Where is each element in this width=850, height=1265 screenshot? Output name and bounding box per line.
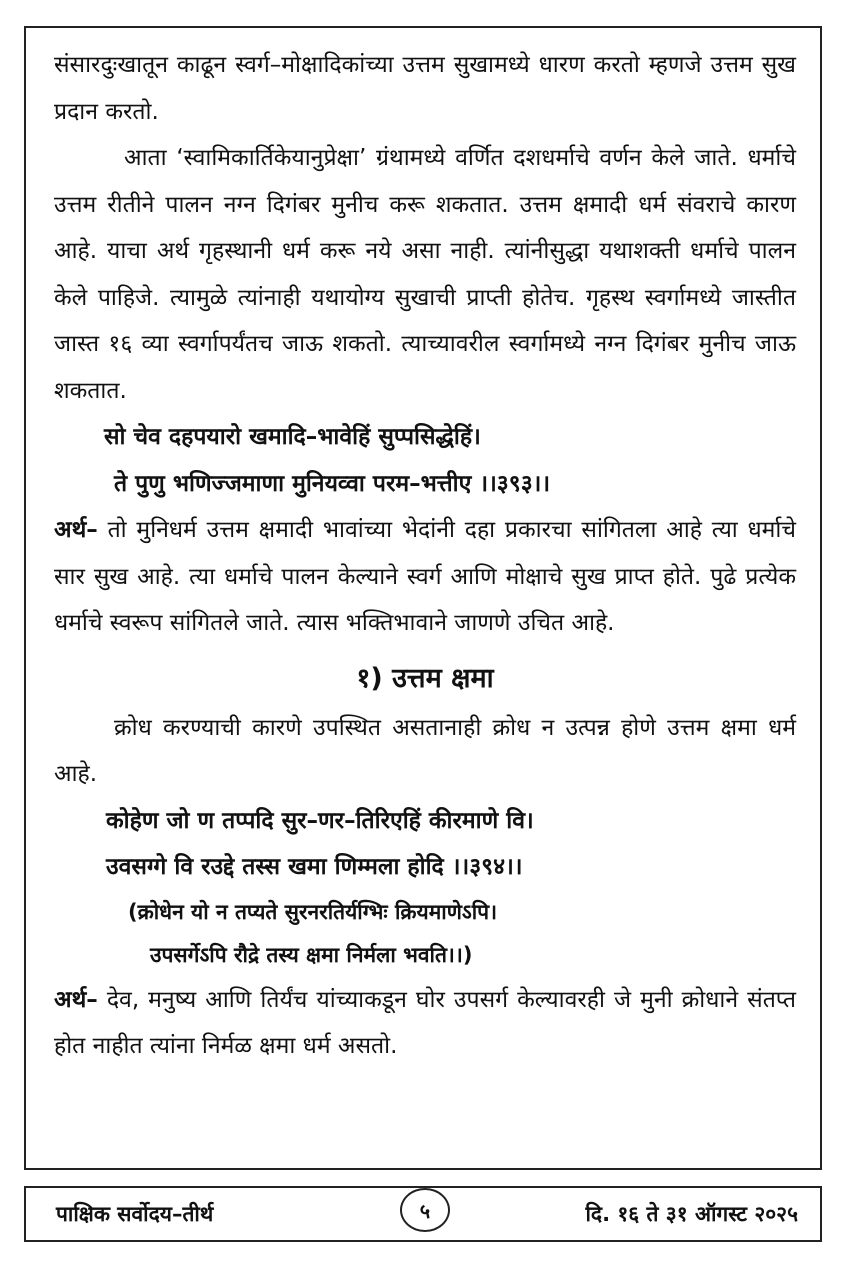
meaning-393 (54, 507, 796, 647)
page-footer (24, 1186, 822, 1242)
meaning-label: अर्थ– (54, 986, 98, 1013)
meaning-text: तो मुनिधर्म उत्तम क्षमादी भावांच्या भेदांनी दहा प्रकारचा सांगितला आहे त्या धर्माचे सार सुख आहे. त्या धर्माचे पालन केल्याने स्वर्ग आणि मोक्षाचे सुख प्राप्त होते. पुढे प्रत्येक धर्माचे स्वरूप सांगितले जाते. त्यास भक्तिभावाने जाणणे उचित आहे. (54, 517, 796, 636)
meaning-label: अर्थ– (54, 517, 98, 543)
verse-393-line-2: ते पुणु भणिज्जमाणा मुनियव्वा परम–भत्तीए ।।३९३।। (114, 470, 551, 497)
paragraph-dashadharma: आता ‘स्वामिकार्तिकेयानुप्रेक्षा’ ग्रंथामध्ये वर्णित दशधर्माचे वर्णन केले जाते. धर्माचे उत्तम रीतीने पालन नग्न दिगंबर मुनीच करू शकतात. उत्तम क्षमादी धर्म संवराचे कारण आहे. याचा अर्थ गृहस्थानी धर्म करू नये असा नाही. त्यांनीसुद्धा यथाशक्ती धर्माचे पालन केले पाहिजे. त्यामुळे त्यांनाही यथायोग्य सुखाची प्राप्ती होतेच. गृहस्थ स्वर्गामध्ये जास्तीत जास्त १६ व्या स्वर्गापर्यंतच जाऊ शकतो. त्याच्यावरील स्वर्गामध्ये नग्न दिगंबर मुनीच जाऊ शकतात. (54, 145, 796, 404)
verse-394-line-1: कोहेण जो ण तप्पदि सुर–णर–तिरिएहिं कीरमाणे वि। (106, 807, 534, 834)
meaning-text: देव, मनुष्य आणि तिर्यंच यांच्याकडून घोर उपसर्ग केल्यावरही जे मुनी क्रोधाने संतप्त होत नाहीत त्यांना निर्मळ क्षमा धर्म असतो. (54, 986, 796, 1059)
publication-name: पाक्षिक सर्वोदय–तीर्थ (56, 1202, 214, 1226)
paragraph-kshama: क्रोध करण्याची कारणे उपस्थित असतानाही क्रोध न उत्पन्न होणे उत्तम क्षमा धर्म आहे. (54, 714, 796, 787)
paragraph-intro: संसारदुःखातून काढून स्वर्ग–मोक्षादिकांच्या उत्तम सुखामध्ये धारण करतो म्हणजे उत्तम सुख प्रदान करतो. (54, 52, 796, 125)
sanskrit-line-1: (क्रोधेन यो न तप्यते सुरनरतिर्यग्भिः क्रियमाणेऽपि। (128, 899, 498, 924)
issue-date: दि. १६ ते ३१ ऑगस्ट २०२५ (585, 1202, 798, 1226)
meaning-394 (54, 977, 796, 1070)
page-body (24, 26, 822, 1170)
page-number: ५ (400, 1188, 450, 1232)
section-heading: १) उत्तम क्षमा (356, 662, 494, 694)
verse-393-line-1: सो चेव दहपयारो खमादि–भावेहिं सुप्पसिद्धेहिं। (104, 424, 481, 450)
sanskrit-line-2: उपसर्गेऽपि रौद्रे तस्य क्षमा निर्मला भवति।।) (150, 942, 473, 967)
verse-394-line-2: उवसग्गे वि रउद्दे तस्स खमा णिम्मला होदि ।।३९४।। (106, 854, 523, 880)
